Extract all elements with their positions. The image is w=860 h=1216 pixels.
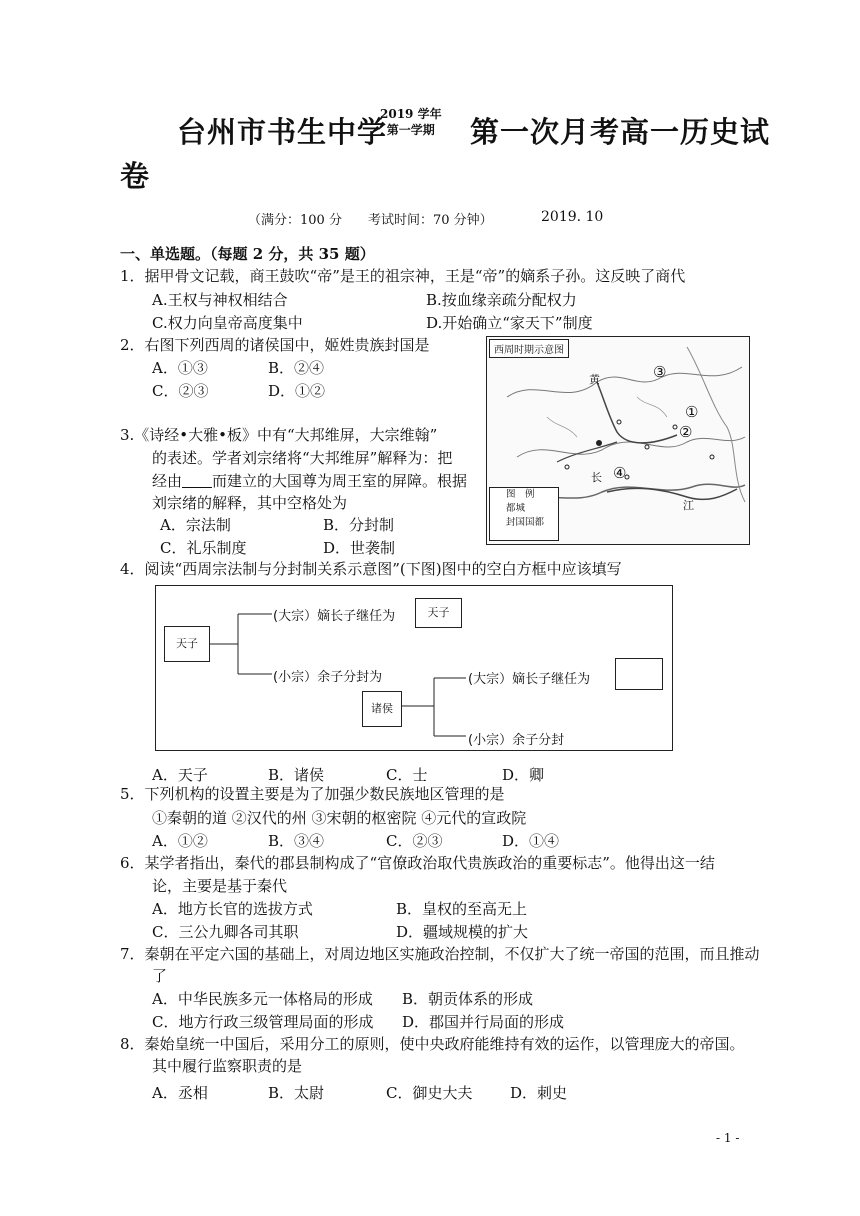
map-marker-4: ④	[613, 464, 627, 482]
q4-option-d: D．卿	[502, 766, 545, 784]
q3-line3-end: 而建立的大国尊为周王室的屏障。根据	[212, 472, 468, 490]
q6-line1: 6．某学者指出，秦代的郡县制构成了“官僚政治取代贵族政治的重要标志”。他得出这一结	[120, 854, 715, 872]
q6-option-d: D．疆域规模的扩大	[396, 923, 529, 941]
map-marker-3: ③	[653, 363, 667, 381]
q5-option-a: A．①②	[152, 832, 208, 850]
map-label-jiang: 江	[683, 499, 694, 512]
q4-option-c: C．士	[386, 766, 428, 784]
q6-option-a: A．地方长官的选拔方式	[152, 900, 313, 918]
q5-option-d: D．①④	[502, 832, 560, 850]
exam-meta: （满分：100 分 考试时间：70 分钟）	[248, 213, 493, 228]
q7-option-c: C．地方行政三级管理局面的形成	[152, 1013, 374, 1031]
q3-line2: 的表述。学者刘宗绪将“大邦维屏”解释为：把	[152, 449, 453, 467]
map-label-huang: 黄	[589, 373, 600, 386]
q7-option-d: D．郡国并行局面的形成	[402, 1013, 565, 1031]
title-school: 台州市书生中学	[177, 115, 388, 149]
map-label-chang: 长	[591, 471, 602, 484]
diagram-zhuhou-box: 诸侯	[362, 691, 402, 727]
q7-line2: 了	[152, 967, 168, 985]
map-legend	[489, 487, 559, 541]
legend-title: 图 例	[506, 489, 535, 500]
q8-line1: 8．秦始皇统一中国后，采用分工的原则，使中央政府能维持有效的运作，以管理庞大的帝国。	[120, 1035, 745, 1053]
q2-option-c: C．②③	[152, 382, 209, 400]
q8-option-c: C．御史大夫	[386, 1084, 473, 1102]
q4-option-a: A．天子	[152, 766, 208, 784]
q3-line4: 刘宗绪的解释，其中空格处为	[152, 494, 348, 512]
title-main: 第一次月考高一历史试	[470, 115, 771, 149]
q8-option-d: D．刺史	[510, 1084, 568, 1102]
map-marker-2: ②	[679, 423, 693, 441]
q8-line2: 其中履行监察职责的是	[152, 1057, 303, 1075]
title-wrap: 卷	[120, 159, 151, 193]
western-zhou-map	[486, 336, 750, 545]
capital-dot	[596, 440, 602, 446]
q7-line1: 7．秦朝在平定六国的基础上，对周边地区实施政治控制，不仅扩大了统一帝国的范围，而且推动	[120, 945, 760, 963]
q4-option-b: B．诸侯	[268, 766, 325, 784]
section-heading: 一、单选题。（每题 2 分，共 35 题）	[120, 245, 375, 263]
q5-option-b: B．③④	[268, 832, 325, 850]
title-year: 2019 学年	[380, 107, 442, 121]
diagram-branch-dazong-1: (大宗）嫡长子继任为	[273, 609, 396, 624]
q3-line3	[152, 470, 467, 493]
q3-option-c: C．礼乐制度	[160, 539, 247, 557]
diagram-tianzi-box: 天子	[415, 598, 462, 628]
diagram-blank-box	[615, 658, 663, 690]
map-marker-1: ①	[685, 403, 699, 421]
q6-line2: 论，主要是基于秦代	[152, 877, 288, 895]
q8-option-a: A．丞相	[152, 1084, 208, 1102]
q2-stem: 2．右图下列西周的诸侯国中，姬姓贵族封国是	[120, 336, 430, 354]
q8-option-b: B．太尉	[268, 1084, 325, 1102]
q2-option-d: D．①②	[268, 382, 326, 400]
q1-option-d: D.开始确立“家天下”制度	[426, 314, 593, 332]
diagram-branch-xiaozong-1: (小宗）余子分封为	[273, 670, 383, 685]
q6-option-c: C．三公九卿各司其职	[152, 923, 299, 941]
title-term: 第一学期	[386, 123, 435, 137]
diagram-branch-dazong-2: (大宗）嫡长子继任为	[468, 672, 591, 687]
q3-line1: 3.《诗经•大雅•板》中有“大邦维屏，大宗维翰”	[120, 426, 438, 444]
diagram-root-box: 天子	[164, 626, 210, 662]
q1-stem: 1．据甲骨文记载，商王鼓吹“帝”是王的祖宗神，王是“帝”的嫡系子孙。这反映了商代	[120, 267, 686, 285]
q1-option-b: B.按血缘亲疏分配权力	[426, 291, 577, 309]
q7-option-a: A．中华民族多元一体格局的形成	[152, 990, 373, 1008]
q3-option-b: B．分封制	[323, 516, 395, 534]
q2-option-a: A．①③	[152, 359, 208, 377]
legend-fief: 封国国都	[506, 517, 545, 528]
q5-option-c: C．②③	[386, 832, 443, 850]
exam-date: 2019. 10	[541, 209, 604, 225]
q1-option-a: A.王权与神权相结合	[152, 291, 288, 309]
q2-option-b: B．②④	[268, 359, 325, 377]
q6-option-b: B．皇权的至高无上	[396, 900, 528, 918]
q7-option-b: B．朝贡体系的形成	[402, 990, 534, 1008]
zongfa-fenfeng-diagram	[155, 585, 673, 751]
title-term-stack	[380, 106, 442, 138]
q4-stem: 4．阅读“西周宗法制与分封制关系示意图”(下图)图中的空白方框中应该填写	[120, 560, 622, 578]
legend-capital: 都城	[506, 503, 526, 514]
q3-blank	[182, 473, 212, 488]
page-number: - 1 -	[716, 1131, 740, 1145]
q3-option-d: D．世袭制	[323, 539, 396, 557]
q5-items: ①秦朝的道 ②汉代的州 ③宋朝的枢密院 ④元代的宣政院	[152, 809, 527, 827]
q3-option-a: A．宗法制	[160, 516, 231, 534]
q3-line3-start: 经由	[152, 472, 183, 490]
diagram-lines	[156, 586, 672, 750]
diagram-branch-xiaozong-2: (小宗）余子分封	[468, 733, 565, 748]
map-title: 西周时期示意图	[489, 339, 569, 358]
q1-option-c: C.权力向皇帝高度集中	[152, 314, 303, 332]
q5-stem: 5．下列机构的设置主要是为了加强少数民族地区管理的是	[120, 785, 505, 803]
